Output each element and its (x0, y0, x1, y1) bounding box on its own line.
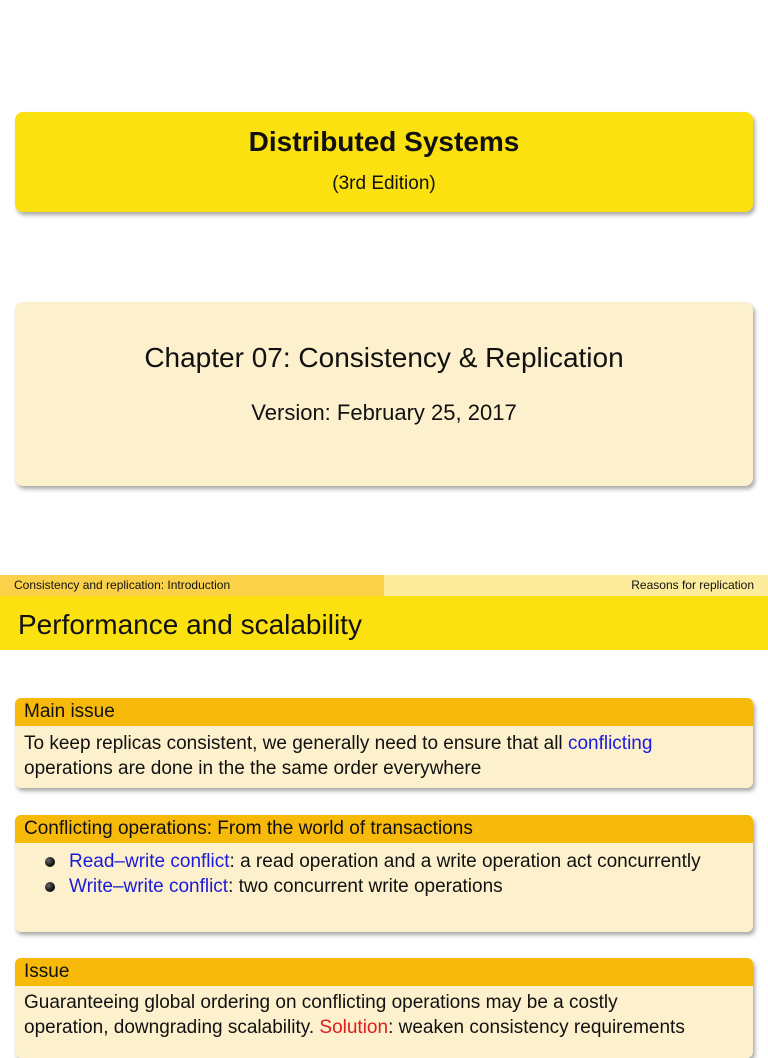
block-title: Main issue (15, 698, 753, 726)
list-item-text: : two concurrent write operations (228, 876, 503, 897)
list-item-text: : a read operation and a write operation act concurrently (229, 851, 701, 872)
bullet-list (24, 849, 744, 899)
frame-title: Performance and scalability (0, 596, 768, 650)
document-subtitle: (3rd Edition) (332, 173, 436, 194)
title-block (15, 112, 753, 212)
section-header: Consistency and replication: Introduction (0, 575, 384, 596)
chapter-block (15, 302, 753, 486)
solution-term: Solution (319, 1017, 389, 1038)
block-body (15, 843, 753, 907)
document-title: Distributed Systems (248, 126, 520, 157)
block-title: Issue (15, 958, 753, 986)
bullet-icon (45, 882, 55, 892)
block-text-line2: operation, downgrading scalability. Solution: weaken consistency requirements (24, 1017, 685, 1038)
list-item (24, 874, 744, 899)
block-text: Guaranteeing global ordering on conflicting operations may be a costly (24, 992, 618, 1013)
chapter-title: Chapter 07: Consistency & Replication (144, 342, 624, 373)
list-item (24, 849, 744, 874)
block-text: operations are done in the the same order everywhere (24, 758, 482, 779)
list-item-term: Write–write conflict (69, 876, 229, 897)
block-text: To keep replicas consistent, we generally need to ensure that all (24, 733, 568, 754)
block-title: Conflicting operations: From the world of transactions (15, 815, 753, 843)
bullet-icon (45, 857, 55, 867)
block-body (15, 986, 753, 1048)
chapter-version: Version: February 25, 2017 (251, 400, 517, 425)
main-issue-block (15, 698, 753, 788)
subsection-header: Reasons for replication (384, 575, 768, 596)
block-body (15, 726, 753, 788)
conflicting-operations-block (15, 815, 753, 932)
issue-block (15, 958, 753, 1058)
list-item-term: Read–write conflict (69, 851, 230, 872)
conflicting-term: conflicting (567, 733, 653, 754)
